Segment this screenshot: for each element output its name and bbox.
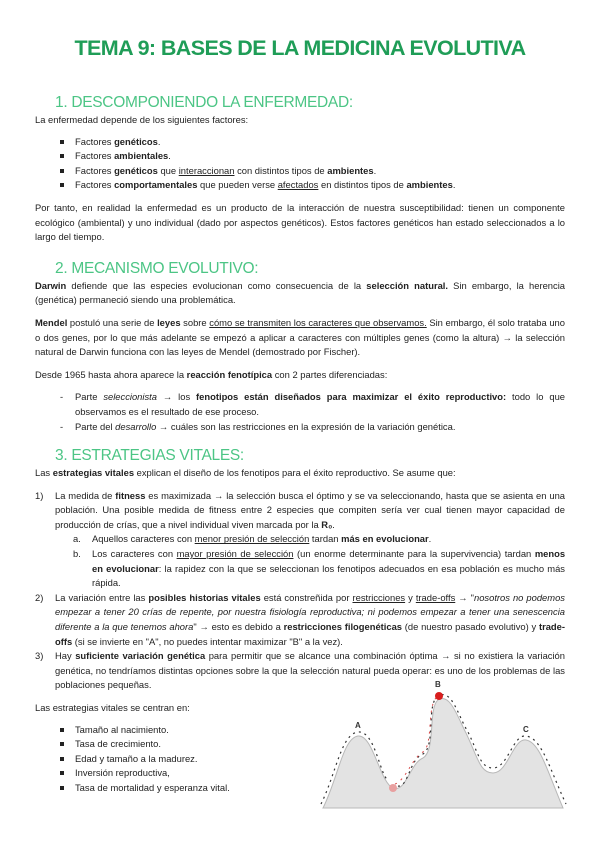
text-run: reacción fenotípica [186,368,273,380]
text-run: (de nuestro pasado evolutivo) y [402,621,539,633]
section-heading-3: 3. ESTRATEGIAS VITALES: [55,447,244,465]
text-run: Desde 1965 hasta ahora aparece la [35,368,187,380]
list-marker: 1) [35,489,44,501]
list-item [35,149,565,164]
text-run: restricciones [352,591,406,603]
text-run: es maximizada → la selección busca el óptimo y se va seleccionando, hasta que se asienta en una población. Una posible medida de fitness entre 2 especies que compiten sería ver cual tienen mayor capacidad de producción de crías, que a nivel individual viven marcada por la [55,489,565,530]
text-run: desarrollo [115,420,157,432]
text-run: interaccionan [178,164,235,176]
list-item [35,752,305,767]
document-body [35,0,565,796]
list-item [35,489,565,533]
paragraph [35,279,565,308]
text-run: Factores [75,179,115,191]
assumption-list [35,489,565,533]
list-item-text [55,490,565,530]
text-run: genéticos [114,135,158,147]
text-run: . [428,533,432,545]
text-run: Tamaño al nacimiento. [75,723,169,735]
text-run: Parte [75,391,104,403]
text-run: y [405,591,416,603]
text-run: . [452,179,456,191]
page-title: TEMA 9: BASES DE LA MEDICINA EVOLUTIVA [74,36,526,60]
text-run: tardan [309,533,342,545]
list-item-text [92,533,431,544]
text-run: ambientes [327,164,374,176]
text-run: posibles historias vitales [148,591,261,603]
text-run: restricciones filogenéticas [283,621,403,633]
text-run: (si se invierte en "A", no puedes intentar maximizar "B" a la vez). [72,635,343,647]
text-run: en distintos tipos de [318,179,407,191]
text-run: . [168,150,171,162]
paragraph [35,316,565,360]
text-run: cómo se transmiten los caracteres que observamos. [209,316,427,328]
text-run: todo lo que observamos es el resultado de ese proceso. [75,391,565,417]
text-run: afectados [277,179,319,191]
text-run: R₀ [321,518,333,530]
text-run: trade-offs [415,591,456,603]
list-item [35,737,305,752]
list-marker: 2) [35,591,44,603]
landscape-shape [323,699,563,808]
text-run: La medida de [55,489,116,501]
text-run: fitness [115,489,146,501]
list-marker: a. [73,533,81,545]
text-run: . [157,135,161,147]
text-run: nosotros no podemos empezar a tener 20 crías de repente, por nuestra fisiología reproductiva; ni podemos empezar a tener una senescencia diferente a la que tenemos ahora [55,591,565,633]
peak-label-c: C [523,725,529,734]
list-item [35,532,565,547]
text-run: Sin embargo, la herencia (genética) permaneció siendo una problemática. [35,279,565,306]
text-run: Por tanto, en realidad la enfermedad es un producto de la interacción de nuestra susceptibilidad: tienen un componente ecológico (ambiental) y uno individual (dado por aspectos genéticos). Estos factores genéticos han estado seleccionados a lo largo del tiempo. [35,201,565,243]
text-run: Factores [75,150,115,162]
text-run: Las estrategias vitales se centran en: [35,702,190,713]
list-marker: 3) [35,650,44,662]
text-run: fenotipos están diseñados para maximizar el éxito reproductivo: [196,391,507,403]
list-item-text [92,548,565,588]
text-run: selección natural. [366,279,449,291]
list-item [35,766,305,781]
list-item [35,547,565,591]
paragraph [35,113,565,128]
text-run: más en evolucionar [341,533,429,545]
text-run: : la rapidez con la que se seleccionan los fenotipos adecuados en esa población es mucho más rápida. [92,562,565,589]
fitness-landscape-figure [318,680,568,813]
sub-list [35,532,565,590]
text-run: para permitir que se alcance una combinación óptima → si no existiera la variación genética, no tendríamos distintas opciones sobre la que la selección natural pueda operar: es uno de los problemas de las poblaciones pequeñas. [55,650,565,691]
list-item [35,420,565,435]
start-point [389,784,397,792]
text-run: explican el diseño de los fenotipos para el éxito reproductivo. Se asume que: [134,467,456,479]
focus-list [35,723,305,796]
text-run: genéticos [114,164,158,176]
text-run: Los caracteres con [92,548,177,560]
peak-label-b: B [435,680,441,689]
text-run: con distintos tipos de [234,164,328,176]
section-heading-1: 1. DESCOMPONIENDO LA ENFERMEDAD: [55,94,353,111]
text-run: La enfermedad depende de los siguientes factores: [35,114,249,125]
text-run: → cuáles son las restricciones en la expresión de la variación genética. [156,420,456,432]
list-item [35,135,565,150]
text-run: Factores [75,135,115,147]
text-run: menor presión de selección [194,533,310,545]
list-item-text [55,592,565,647]
text-run: (un enorme determinante para la supervivencia) tardan [293,548,535,560]
text-run: Las [35,467,53,479]
text-run: que [157,164,179,176]
text-run: comportamentales [114,179,198,191]
text-run: sobre [180,316,210,328]
text-run: que pueden verse [197,179,278,191]
factor-list [35,135,565,193]
peak-label-a: A [355,721,361,730]
text-run: mayor presión de selección [176,548,294,560]
phenotype-parts-list [35,390,565,434]
text-run: con 2 partes diferenciadas: [272,368,388,380]
text-run: Parte del [75,420,116,432]
text-run: Hay [55,650,76,662]
text-run: suficiente variación genética [75,650,206,662]
text-run: . [373,164,377,176]
text-run: Aquellos caracteres con [92,533,195,545]
text-run: Sin embargo, él solo trataba uno o dos genes, por lo que más adelante se empezó a aplicar a caracteres con múltiples genes (como la altura) → la selección natural de Darwin funciona con las leyes de Mendel (demostrado por Fischer). [35,316,565,358]
paragraph [35,201,565,245]
text-run: Darwin [35,279,67,291]
text-run: Tasa de mortalidad y esperanza vital. [75,781,230,793]
text-run: Factores [75,164,115,176]
text-run: Tasa de crecimiento. [75,738,161,750]
text-run: estrategias vitales [52,467,135,479]
text-run: → " [455,591,474,603]
text-run: trade-offs [55,621,565,647]
text-run: " → esto es debido a [193,621,284,633]
list-item [35,781,305,796]
list-item [35,164,565,179]
list-item [35,591,565,649]
paragraph [35,368,565,383]
text-run: Mendel [35,316,68,328]
text-run: menos en evolucionar [92,548,566,574]
list-item [35,649,565,693]
text-run: ambientales [114,150,169,162]
text-run: Inversión reproductiva, [75,767,170,779]
text-run: seleccionista [103,391,157,403]
list-marker: b. [73,548,81,560]
list-item-text [55,650,565,690]
text-run: . [332,518,335,530]
text-run: defiende que las especies evolucionan como consecuencia de la [66,279,367,291]
text-run: ambientes [406,179,453,191]
text-run: está constreñida por [260,591,353,603]
optimum-point [435,692,443,700]
text-run: Edad y tamaño a la madurez. [75,752,198,764]
text-run: → los [157,391,197,403]
text-run: postuló una serie de [67,316,158,328]
text-run: La variación entre las [55,591,149,603]
list-item [35,723,305,738]
section-heading-2: 2. MECANISMO EVOLUTIVO: [55,259,259,277]
text-run: leyes [157,316,181,328]
assumption-list-cont [35,591,565,693]
list-item [35,178,565,193]
list-item [35,390,565,419]
paragraph [35,466,565,481]
